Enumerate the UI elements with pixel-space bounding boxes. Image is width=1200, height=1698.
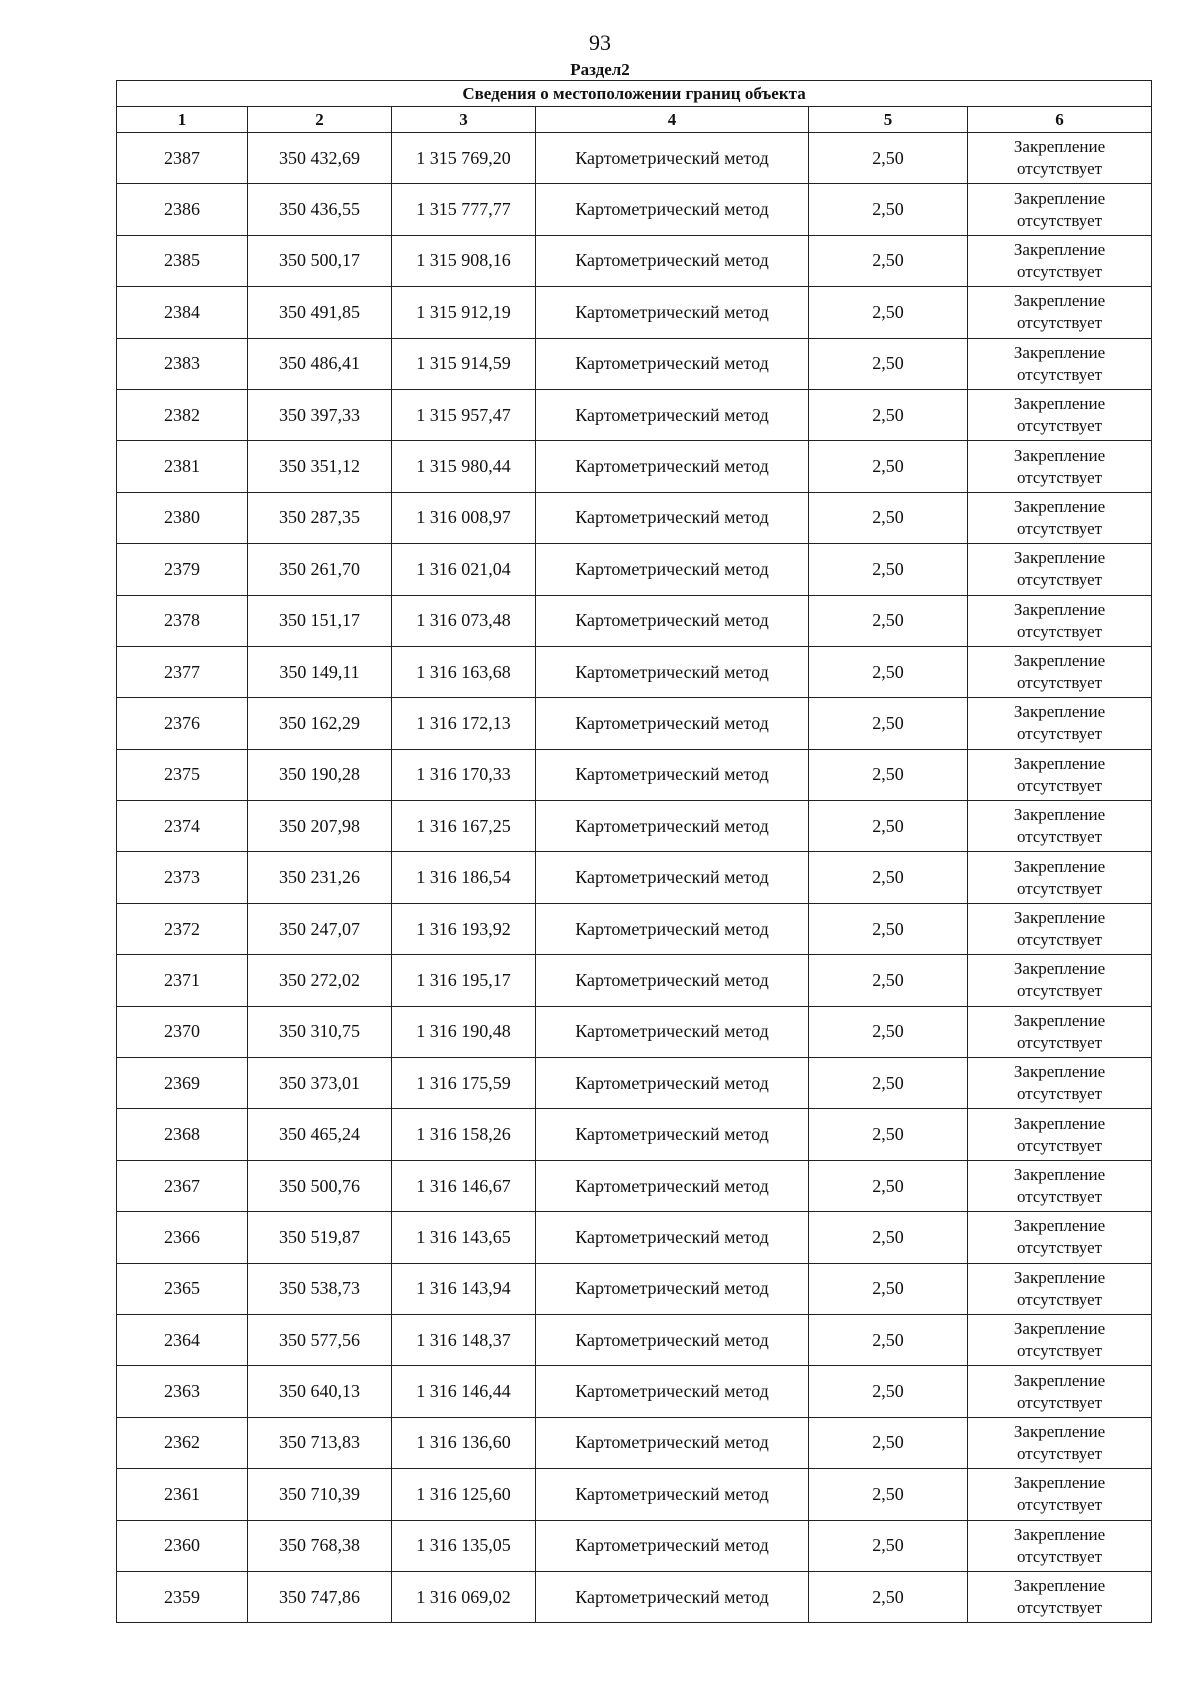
fixation-line: Закрепление xyxy=(1013,959,1106,979)
fixation-line: Закрепление xyxy=(1013,908,1106,928)
column-number: 3 xyxy=(392,107,536,133)
method-cell: Картометрический метод xyxy=(536,646,809,697)
table-row xyxy=(117,389,1152,440)
fixation-cell xyxy=(968,1417,1152,1468)
method-cell: Картометрический метод xyxy=(536,184,809,235)
accuracy-cell: 2,50 xyxy=(809,1212,968,1263)
boundary-coordinates-table xyxy=(116,80,1152,1623)
point-number-cell: 2376 xyxy=(117,698,248,749)
point-number-cell: 2360 xyxy=(117,1520,248,1571)
x-coordinate-cell: 350 486,41 xyxy=(248,338,392,389)
fixation-line: отсутствует xyxy=(1017,930,1103,950)
method-cell: Картометрический метод xyxy=(536,1520,809,1571)
fixation-cell xyxy=(968,698,1152,749)
method-cell: Картометрический метод xyxy=(536,1366,809,1417)
x-coordinate-cell: 350 710,39 xyxy=(248,1469,392,1520)
accuracy-cell: 2,50 xyxy=(809,1006,968,1057)
fixation-line: отсутствует xyxy=(1017,261,1103,281)
point-number-cell: 2374 xyxy=(117,801,248,852)
method-cell: Картометрический метод xyxy=(536,338,809,389)
y-coordinate-cell: 1 315 957,47 xyxy=(392,389,536,440)
fixation-cell xyxy=(968,749,1152,800)
table-row xyxy=(117,749,1152,800)
y-coordinate-cell: 1 316 163,68 xyxy=(392,646,536,697)
point-number-cell: 2359 xyxy=(117,1571,248,1622)
x-coordinate-cell: 350 747,86 xyxy=(248,1571,392,1622)
method-cell: Картометрический метод xyxy=(536,1417,809,1468)
point-number-cell: 2372 xyxy=(117,903,248,954)
table-title-row xyxy=(117,81,1152,107)
fixation-line: отсутствует xyxy=(1017,518,1103,538)
x-coordinate-cell: 350 640,13 xyxy=(248,1366,392,1417)
method-cell: Картометрический метод xyxy=(536,955,809,1006)
y-coordinate-cell: 1 316 008,97 xyxy=(392,492,536,543)
fixation-cell xyxy=(968,235,1152,286)
point-number-cell: 2379 xyxy=(117,544,248,595)
fixation-cell xyxy=(968,1109,1152,1160)
x-coordinate-cell: 350 491,85 xyxy=(248,287,392,338)
x-coordinate-cell: 350 500,76 xyxy=(248,1160,392,1211)
fixation-line: Закрепление xyxy=(1013,1267,1106,1287)
x-coordinate-cell: 350 261,70 xyxy=(248,544,392,595)
fixation-cell xyxy=(968,1469,1152,1520)
table-row xyxy=(117,1006,1152,1057)
y-coordinate-cell: 1 316 143,65 xyxy=(392,1212,536,1263)
point-number-cell: 2373 xyxy=(117,852,248,903)
fixation-line: отсутствует xyxy=(1017,1187,1103,1206)
point-number-cell: 2381 xyxy=(117,441,248,492)
column-number: 1 xyxy=(117,107,248,133)
fixation-line: Закрепление xyxy=(1013,1062,1106,1082)
table-row xyxy=(117,1212,1152,1263)
point-number-cell: 2386 xyxy=(117,184,248,235)
point-number-cell: 2378 xyxy=(117,595,248,646)
table-body xyxy=(117,133,1152,1623)
fixation-cell xyxy=(968,544,1152,595)
fixation-line: Закрепление xyxy=(1013,702,1106,722)
fixation-cell xyxy=(968,287,1152,338)
table-row xyxy=(117,492,1152,543)
y-coordinate-cell: 1 316 146,67 xyxy=(392,1160,536,1211)
fixation-line: отсутствует xyxy=(1017,621,1103,641)
column-number: 5 xyxy=(809,107,968,133)
x-coordinate-cell: 350 149,11 xyxy=(248,646,392,697)
fixation-cell xyxy=(968,955,1152,1006)
accuracy-cell: 2,50 xyxy=(809,544,968,595)
accuracy-cell: 2,50 xyxy=(809,1058,968,1109)
fixation-line: Закрепление xyxy=(1013,496,1106,516)
point-number-cell: 2364 xyxy=(117,1314,248,1365)
accuracy-cell: 2,50 xyxy=(809,133,968,184)
column-number: 2 xyxy=(248,107,392,133)
accuracy-cell: 2,50 xyxy=(809,646,968,697)
point-number-cell: 2387 xyxy=(117,133,248,184)
table-row xyxy=(117,1571,1152,1622)
fixation-line: отсутствует xyxy=(1017,1443,1103,1463)
y-coordinate-cell: 1 316 143,94 xyxy=(392,1263,536,1314)
fixation-line: Закрепление xyxy=(1013,548,1106,568)
fixation-cell xyxy=(968,338,1152,389)
fixation-line: отсутствует xyxy=(1017,467,1103,487)
y-coordinate-cell: 1 316 021,04 xyxy=(392,544,536,595)
method-cell: Картометрический метод xyxy=(536,852,809,903)
point-number-cell: 2377 xyxy=(117,646,248,697)
fixation-line: отсутствует xyxy=(1017,1289,1103,1309)
point-number-cell: 2382 xyxy=(117,389,248,440)
fixation-cell xyxy=(968,441,1152,492)
method-cell: Картометрический метод xyxy=(536,389,809,440)
method-cell: Картометрический метод xyxy=(536,1212,809,1263)
method-cell: Картометрический метод xyxy=(536,492,809,543)
method-cell: Картометрический метод xyxy=(536,235,809,286)
fixation-cell xyxy=(968,852,1152,903)
x-coordinate-cell: 350 190,28 xyxy=(248,749,392,800)
fixation-line: Закрепление xyxy=(1013,1113,1106,1133)
x-coordinate-cell: 350 310,75 xyxy=(248,1006,392,1057)
fixation-line: Закрепление xyxy=(1013,1010,1106,1030)
point-number-cell: 2366 xyxy=(117,1212,248,1263)
fixation-line: отсутствует xyxy=(1017,1341,1103,1361)
accuracy-cell: 2,50 xyxy=(809,1160,968,1211)
fixation-line: отсутствует xyxy=(1017,1238,1103,1258)
method-cell: Картометрический метод xyxy=(536,903,809,954)
y-coordinate-cell: 1 316 167,25 xyxy=(392,801,536,852)
accuracy-cell: 2,50 xyxy=(809,287,968,338)
fixation-line: Закрепление xyxy=(1013,342,1106,362)
method-cell: Картометрический метод xyxy=(536,1571,809,1622)
table-row xyxy=(117,1160,1152,1211)
x-coordinate-cell: 350 207,98 xyxy=(248,801,392,852)
table-row xyxy=(117,1058,1152,1109)
fixation-cell xyxy=(968,389,1152,440)
fixation-line: Закрепление xyxy=(1013,1421,1106,1441)
x-coordinate-cell: 350 436,55 xyxy=(248,184,392,235)
method-cell: Картометрический метод xyxy=(536,1469,809,1520)
method-cell: Картометрический метод xyxy=(536,1006,809,1057)
accuracy-cell: 2,50 xyxy=(809,955,968,1006)
y-coordinate-cell: 1 316 125,60 xyxy=(392,1469,536,1520)
fixation-cell xyxy=(968,1314,1152,1365)
page-number: 93 xyxy=(589,30,611,55)
method-cell: Картометрический метод xyxy=(536,1109,809,1160)
accuracy-cell: 2,50 xyxy=(809,1109,968,1160)
y-coordinate-cell: 1 316 148,37 xyxy=(392,1314,536,1365)
method-cell: Картометрический метод xyxy=(536,133,809,184)
method-cell: Картометрический метод xyxy=(536,441,809,492)
point-number-cell: 2375 xyxy=(117,749,248,800)
accuracy-cell: 2,50 xyxy=(809,595,968,646)
fixation-line: Закрепление xyxy=(1013,239,1106,259)
method-cell: Картометрический метод xyxy=(536,595,809,646)
fixation-line: Закрепление xyxy=(1013,599,1106,619)
table-row xyxy=(117,287,1152,338)
y-coordinate-cell: 1 315 908,16 xyxy=(392,235,536,286)
x-coordinate-cell: 350 500,17 xyxy=(248,235,392,286)
fixation-line: Закрепление xyxy=(1013,1576,1106,1596)
x-coordinate-cell: 350 519,87 xyxy=(248,1212,392,1263)
method-cell: Картометрический метод xyxy=(536,1160,809,1211)
fixation-line: отсутствует xyxy=(1017,878,1103,898)
fixation-line: отсутствует xyxy=(1017,827,1103,847)
section-label: Раздел2 xyxy=(570,60,630,79)
method-cell: Картометрический метод xyxy=(536,287,809,338)
fixation-line: Закрепление xyxy=(1013,651,1106,671)
y-coordinate-cell: 1 316 158,26 xyxy=(392,1109,536,1160)
point-number-cell: 2384 xyxy=(117,287,248,338)
point-number-cell: 2369 xyxy=(117,1058,248,1109)
fixation-line: отсутствует xyxy=(1017,1495,1103,1515)
table-row xyxy=(117,903,1152,954)
fixation-line: Закрепление xyxy=(1013,856,1106,876)
fixation-line: отсутствует xyxy=(1017,1546,1103,1566)
point-number-cell: 2370 xyxy=(117,1006,248,1057)
fixation-line: отсутствует xyxy=(1017,673,1103,693)
y-coordinate-cell: 1 316 175,59 xyxy=(392,1058,536,1109)
point-number-cell: 2365 xyxy=(117,1263,248,1314)
fixation-line: отсутствует xyxy=(1017,1135,1103,1155)
x-coordinate-cell: 350 713,83 xyxy=(248,1417,392,1468)
y-coordinate-cell: 1 316 195,17 xyxy=(392,955,536,1006)
fixation-cell xyxy=(968,595,1152,646)
fixation-cell xyxy=(968,492,1152,543)
fixation-cell xyxy=(968,133,1152,184)
fixation-line: отсутствует xyxy=(1017,364,1103,384)
fixation-cell xyxy=(968,1006,1152,1057)
point-number-cell: 2362 xyxy=(117,1417,248,1468)
accuracy-cell: 2,50 xyxy=(809,903,968,954)
method-cell: Картометрический метод xyxy=(536,1058,809,1109)
fixation-cell xyxy=(968,903,1152,954)
table-row xyxy=(117,544,1152,595)
point-number-cell: 2363 xyxy=(117,1366,248,1417)
fixation-line: Закрепление xyxy=(1013,291,1106,311)
x-coordinate-cell: 350 768,38 xyxy=(248,1520,392,1571)
x-coordinate-cell: 350 231,26 xyxy=(248,852,392,903)
fixation-line: Закрепление xyxy=(1013,445,1106,465)
column-number: 6 xyxy=(968,107,1152,133)
table-row xyxy=(117,698,1152,749)
accuracy-cell: 2,50 xyxy=(809,1263,968,1314)
y-coordinate-cell: 1 316 069,02 xyxy=(392,1571,536,1622)
fixation-line: отсутствует xyxy=(1017,570,1103,590)
accuracy-cell: 2,50 xyxy=(809,1469,968,1520)
fixation-line: Закрепление xyxy=(1013,805,1106,825)
y-coordinate-cell: 1 316 135,05 xyxy=(392,1520,536,1571)
point-number-cell: 2380 xyxy=(117,492,248,543)
fixation-line: Закрепление xyxy=(1013,1370,1106,1390)
fixation-line: Закрепление xyxy=(1013,137,1106,157)
fixation-line: Закрепление xyxy=(1013,1319,1106,1339)
fixation-cell xyxy=(968,1520,1152,1571)
method-cell: Картометрический метод xyxy=(536,698,809,749)
fixation-cell xyxy=(968,1160,1152,1211)
fixation-line: отсутствует xyxy=(1017,1392,1103,1412)
table-row xyxy=(117,1469,1152,1520)
x-coordinate-cell: 350 577,56 xyxy=(248,1314,392,1365)
table-row xyxy=(117,235,1152,286)
table-row xyxy=(117,646,1152,697)
table-row xyxy=(117,595,1152,646)
y-coordinate-cell: 1 315 769,20 xyxy=(392,133,536,184)
fixation-line: отсутствует xyxy=(1017,1084,1103,1104)
accuracy-cell: 2,50 xyxy=(809,184,968,235)
fixation-cell xyxy=(968,1263,1152,1314)
y-coordinate-cell: 1 315 980,44 xyxy=(392,441,536,492)
point-number-cell: 2385 xyxy=(117,235,248,286)
table-row xyxy=(117,1417,1152,1468)
accuracy-cell: 2,50 xyxy=(809,698,968,749)
fixation-line: Закрепление xyxy=(1013,1473,1106,1493)
table-row xyxy=(117,1109,1152,1160)
column-number-row xyxy=(117,107,1152,133)
table-row xyxy=(117,441,1152,492)
x-coordinate-cell: 350 373,01 xyxy=(248,1058,392,1109)
x-coordinate-cell: 350 287,35 xyxy=(248,492,392,543)
accuracy-cell: 2,50 xyxy=(809,1417,968,1468)
table-row xyxy=(117,1314,1152,1365)
y-coordinate-cell: 1 315 914,59 xyxy=(392,338,536,389)
accuracy-cell: 2,50 xyxy=(809,492,968,543)
y-coordinate-cell: 1 316 190,48 xyxy=(392,1006,536,1057)
table-row xyxy=(117,852,1152,903)
y-coordinate-cell: 1 316 136,60 xyxy=(392,1417,536,1468)
table-row xyxy=(117,338,1152,389)
y-coordinate-cell: 1 315 912,19 xyxy=(392,287,536,338)
x-coordinate-cell: 350 397,33 xyxy=(248,389,392,440)
table-row xyxy=(117,801,1152,852)
accuracy-cell: 2,50 xyxy=(809,749,968,800)
table-row xyxy=(117,1366,1152,1417)
fixation-cell xyxy=(968,1571,1152,1622)
y-coordinate-cell: 1 316 193,92 xyxy=(392,903,536,954)
fixation-line: Закрепление xyxy=(1013,1165,1106,1184)
x-coordinate-cell: 350 538,73 xyxy=(248,1263,392,1314)
fixation-cell xyxy=(968,1366,1152,1417)
fixation-line: отсутствует xyxy=(1017,159,1103,179)
fixation-line: Закрепление xyxy=(1013,1216,1106,1236)
method-cell: Картометрический метод xyxy=(536,749,809,800)
accuracy-cell: 2,50 xyxy=(809,1314,968,1365)
x-coordinate-cell: 350 351,12 xyxy=(248,441,392,492)
x-coordinate-cell: 350 151,17 xyxy=(248,595,392,646)
fixation-line: отсутствует xyxy=(1017,775,1103,795)
accuracy-cell: 2,50 xyxy=(809,441,968,492)
x-coordinate-cell: 350 247,07 xyxy=(248,903,392,954)
table-row xyxy=(117,133,1152,184)
y-coordinate-cell: 1 316 073,48 xyxy=(392,595,536,646)
method-cell: Картометрический метод xyxy=(536,544,809,595)
accuracy-cell: 2,50 xyxy=(809,852,968,903)
accuracy-cell: 2,50 xyxy=(809,1366,968,1417)
accuracy-cell: 2,50 xyxy=(809,1571,968,1622)
fixation-line: отсутствует xyxy=(1017,1032,1103,1052)
table-row xyxy=(117,1520,1152,1571)
accuracy-cell: 2,50 xyxy=(809,1520,968,1571)
y-coordinate-cell: 1 316 146,44 xyxy=(392,1366,536,1417)
fixation-line: отсутствует xyxy=(1017,1598,1103,1618)
x-coordinate-cell: 350 272,02 xyxy=(248,955,392,1006)
x-coordinate-cell: 350 162,29 xyxy=(248,698,392,749)
fixation-line: Закрепление xyxy=(1013,1524,1106,1544)
fixation-cell xyxy=(968,1212,1152,1263)
y-coordinate-cell: 1 316 172,13 xyxy=(392,698,536,749)
accuracy-cell: 2,50 xyxy=(809,801,968,852)
y-coordinate-cell: 1 316 170,33 xyxy=(392,749,536,800)
fixation-line: отсутствует xyxy=(1017,981,1103,1001)
method-cell: Картометрический метод xyxy=(536,1314,809,1365)
fixation-line: отсутствует xyxy=(1017,724,1103,744)
fixation-line: отсутствует xyxy=(1017,313,1103,333)
fixation-cell xyxy=(968,801,1152,852)
y-coordinate-cell: 1 315 777,77 xyxy=(392,184,536,235)
fixation-cell xyxy=(968,184,1152,235)
column-number: 4 xyxy=(536,107,809,133)
accuracy-cell: 2,50 xyxy=(809,235,968,286)
method-cell: Картометрический метод xyxy=(536,801,809,852)
point-number-cell: 2361 xyxy=(117,1469,248,1520)
point-number-cell: 2368 xyxy=(117,1109,248,1160)
x-coordinate-cell: 350 432,69 xyxy=(248,133,392,184)
table-title: Сведения о местоположении границ объекта xyxy=(117,81,1152,107)
x-coordinate-cell: 350 465,24 xyxy=(248,1109,392,1160)
table-row xyxy=(117,1263,1152,1314)
point-number-cell: 2367 xyxy=(117,1160,248,1211)
table-row xyxy=(117,955,1152,1006)
y-coordinate-cell: 1 316 186,54 xyxy=(392,852,536,903)
fixation-cell xyxy=(968,1058,1152,1109)
table-row xyxy=(117,184,1152,235)
fixation-line: отсутствует xyxy=(1017,210,1103,230)
accuracy-cell: 2,50 xyxy=(809,338,968,389)
point-number-cell: 2371 xyxy=(117,955,248,1006)
fixation-line: отсутствует xyxy=(1017,416,1103,436)
point-number-cell: 2383 xyxy=(117,338,248,389)
fixation-cell xyxy=(968,646,1152,697)
fixation-line: Закрепление xyxy=(1013,188,1106,208)
fixation-line: Закрепление xyxy=(1013,394,1106,414)
accuracy-cell: 2,50 xyxy=(809,389,968,440)
fixation-line: Закрепление xyxy=(1013,753,1106,773)
method-cell: Картометрический метод xyxy=(536,1263,809,1314)
